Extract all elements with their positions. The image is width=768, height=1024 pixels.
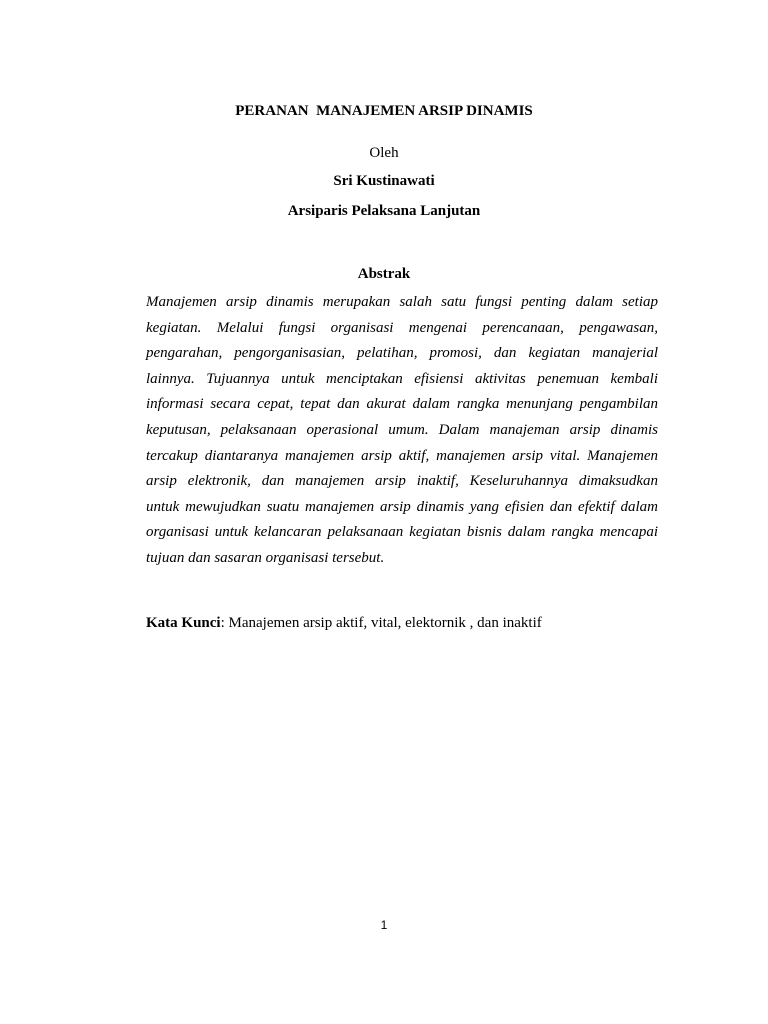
abstract-line: untuk mewujudkan suatu manajemen arsip dinamis yang efisien dan efektif dalam bbox=[146, 498, 658, 515]
abstract-body bbox=[146, 293, 658, 575]
abstract-line: keputusan, pelaksanaan operasional umum. Dalam manajeman arsip dinamis bbox=[146, 421, 658, 438]
document-title: PERANAN MANAJEMEN ARSIP DINAMIS bbox=[235, 103, 533, 119]
abstract-line: organisasi untuk kelancaran pelaksanaan kegiatan bisnis dalam rangka mencapai bbox=[146, 524, 658, 541]
keywords-text: : Manajemen arsip aktif, vital, elektornik , dan inaktif bbox=[220, 615, 542, 631]
abstract-line: tujuan dan sasaran organisasi tersebut. bbox=[146, 549, 385, 566]
keywords bbox=[146, 614, 666, 632]
page-number: 1 bbox=[380, 918, 388, 932]
author-position: Arsiparis Pelaksana Lanjutan bbox=[287, 203, 481, 219]
abstract-line: pengarahan, pengorganisasian, pelatihan, promosi, dan kegiatan manajerial bbox=[146, 345, 658, 362]
author-name: Sri Kustinawati bbox=[333, 173, 435, 189]
abstract-line: informasi secara cepat, tepat dan akurat dalam rangka menunjang pengambilan bbox=[146, 396, 658, 413]
abstract-heading: Abstrak bbox=[357, 266, 411, 282]
abstract-line: kegiatan. Melalui fungsi organisasi mengenai perencanaan, pengawasan, bbox=[146, 319, 658, 336]
abstract-line: tercakup diantaranya manajemen arsip aktif, manajemen arsip vital. Manajemen bbox=[146, 447, 658, 464]
by-label: Oleh bbox=[369, 145, 399, 161]
keywords-label: Kata Kunci bbox=[146, 615, 221, 631]
abstract-line: Manajemen arsip dinamis merupakan salah satu fungsi penting dalam setiap bbox=[146, 294, 658, 310]
abstract-line: lainnya. Tujuannya untuk menciptakan efisiensi aktivitas penemuan kembali bbox=[146, 370, 658, 387]
abstract-line: arsip elektronik, dan manajemen arsip inaktif, Keseluruhannya dimaksudkan bbox=[146, 473, 658, 490]
